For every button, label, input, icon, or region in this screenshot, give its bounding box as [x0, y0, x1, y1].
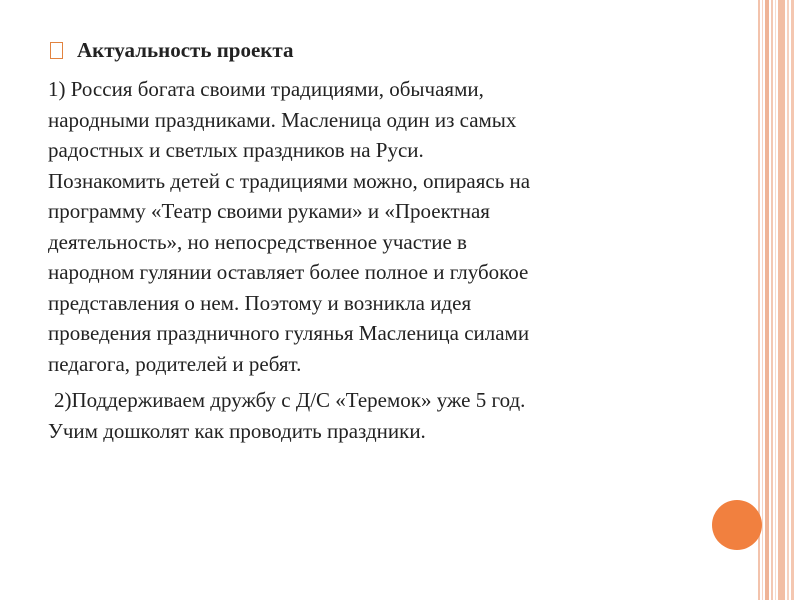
square-bullet-icon [50, 42, 63, 59]
decorative-stripe [791, 0, 794, 600]
heading-text: Актуальность проекта [77, 38, 294, 62]
decorative-stripe [758, 0, 760, 600]
text-line: Познакомить детей с традициями можно, опираясь на [48, 168, 531, 193]
paragraph-1 [48, 74, 748, 379]
text-line: проведения праздничного гулянья Масленица силами [48, 321, 530, 345]
paragraph-2 [48, 385, 748, 446]
text-line: Учим дошколят как проводить праздники. [48, 418, 426, 443]
decorative-stripe [787, 0, 789, 600]
decorative-stripe [765, 0, 769, 600]
text-line: народном гулянии оставляет более полное и глубокое [48, 260, 529, 284]
decorative-stripe [775, 0, 776, 600]
accent-circle [712, 500, 762, 550]
slide-content [48, 34, 748, 446]
text-line: представления о нем. Поэтому и возникла идея [48, 290, 472, 315]
text-line: 2)Поддерживаем дружбу с Д/С «Теремок» уже 5 год. [54, 388, 526, 412]
text-line: народными праздниками. Масленица один из самых [48, 107, 517, 132]
text-line: 1) Россия богата своими традициями, обычаями, [48, 77, 484, 101]
text-line: радостных и светлых праздников на Руси. [48, 138, 424, 162]
decorative-stripe [778, 0, 785, 600]
decorative-stripe [771, 0, 773, 600]
decorative-stripe [762, 0, 763, 600]
slide-heading [48, 34, 748, 66]
text-line: деятельность», но непосредственное участие в [48, 229, 467, 254]
text-line: программу «Театр своими руками» и «Проектная [48, 199, 490, 223]
text-line: педагога, родителей и ребят. [48, 351, 302, 376]
